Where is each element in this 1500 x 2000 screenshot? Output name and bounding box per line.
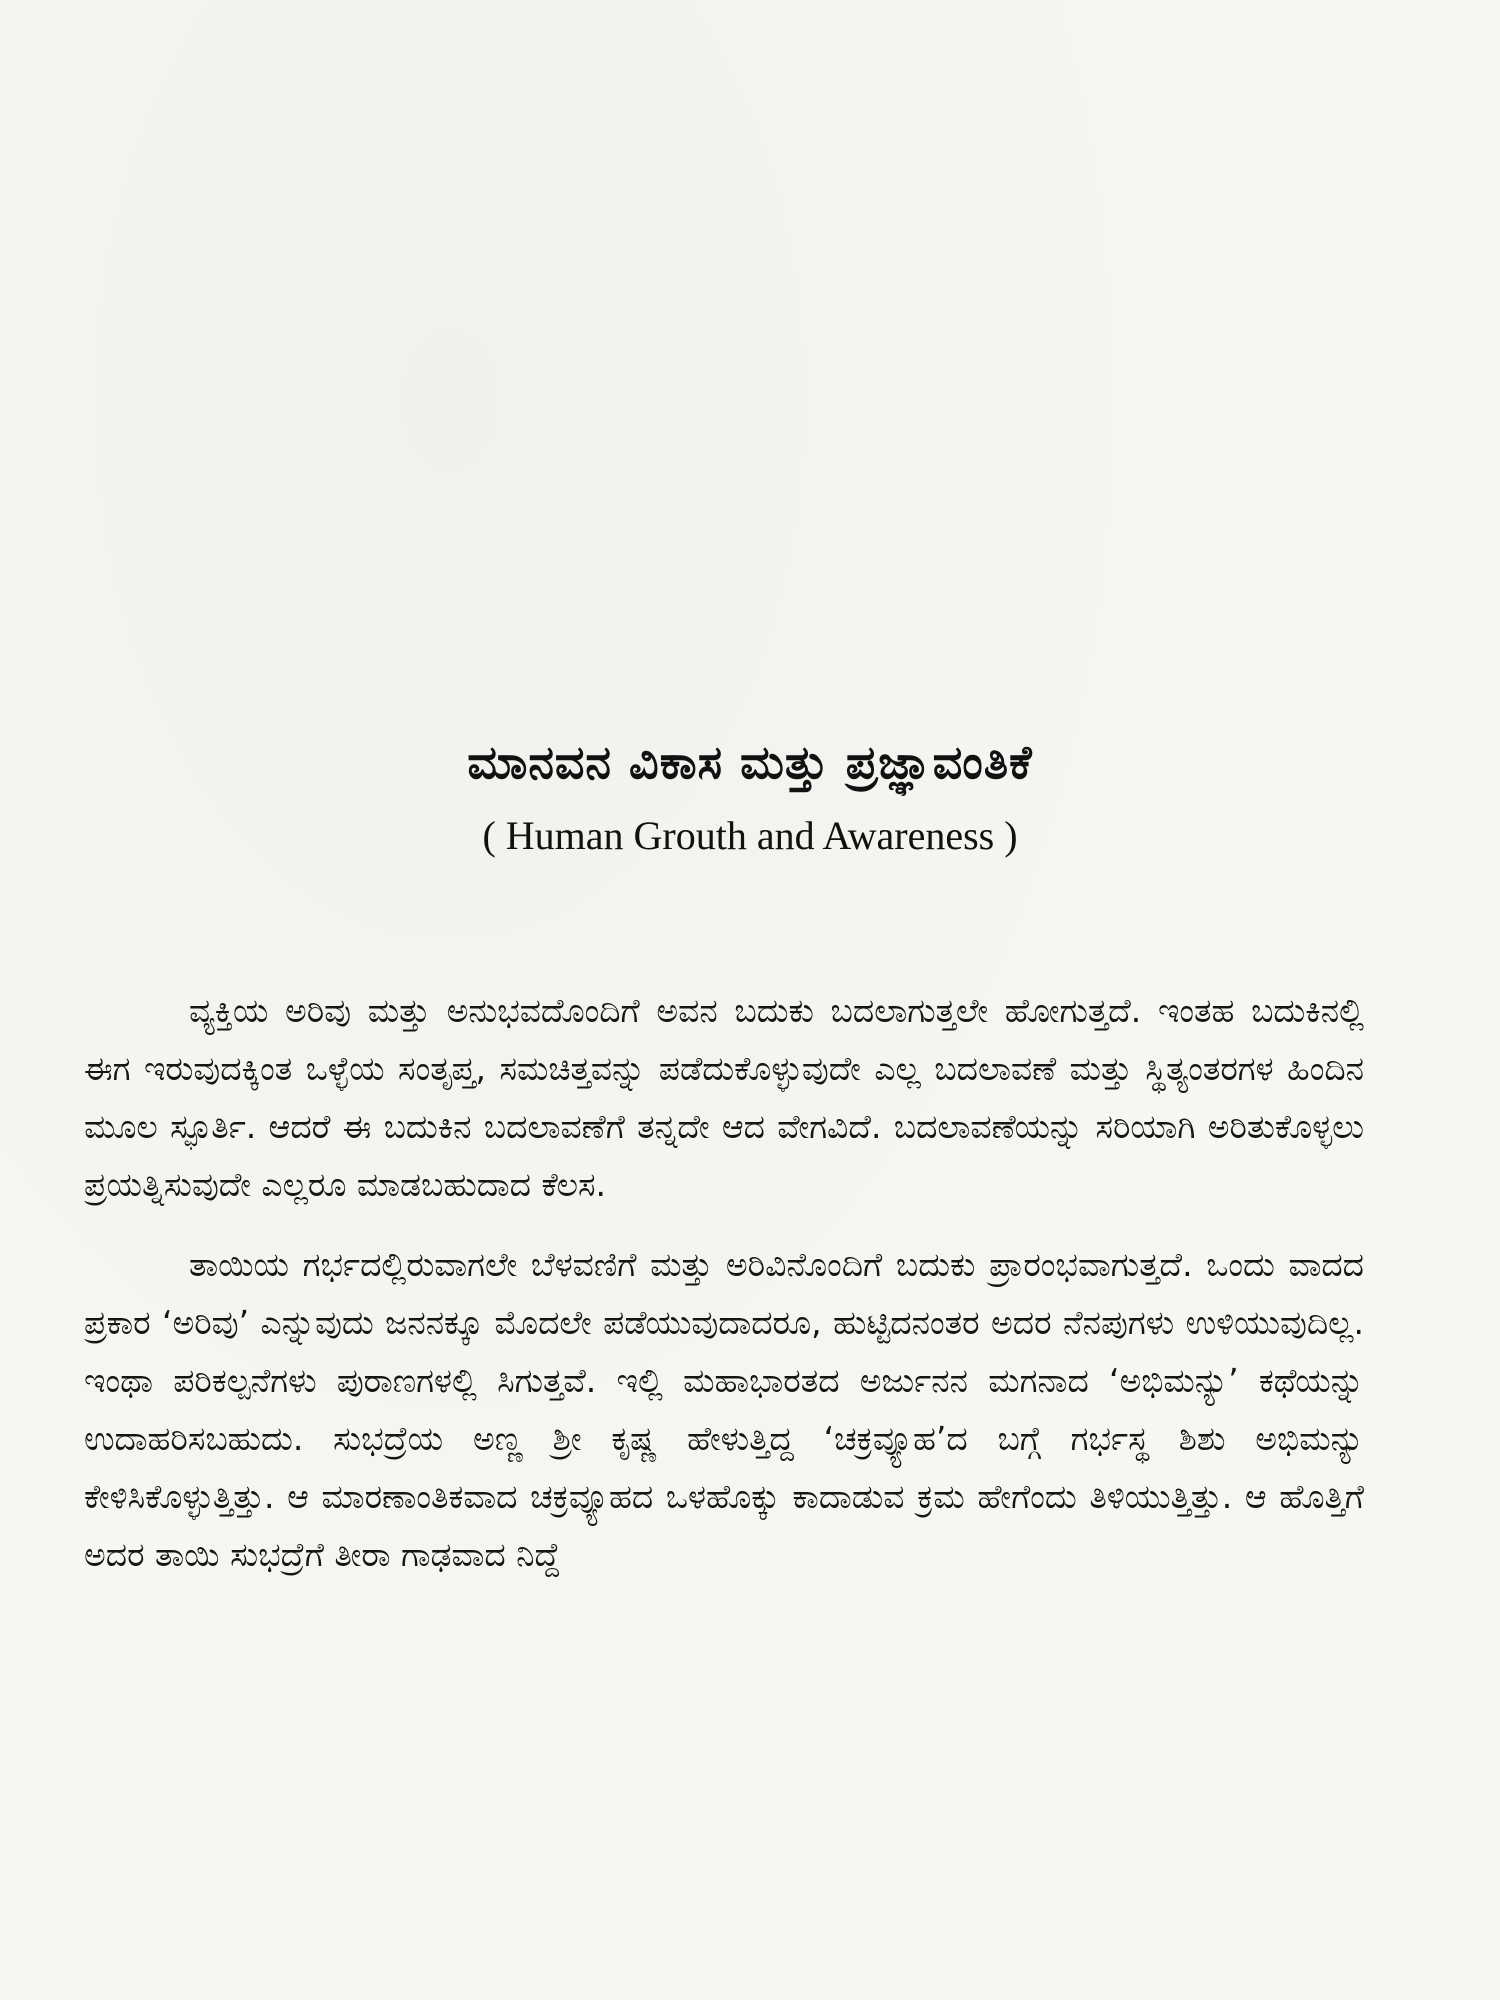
paragraph-2: ತಾಯಿಯ ಗರ್ಭದಲ್ಲಿರುವಾಗಲೇ ಬೆಳವಣಿಗೆ ಮತ್ತು ಅರಿವಿನೊಂದಿಗೆ ಬದುಕು ಪ್ರಾರಂಭವಾಗುತ್ತದೆ. ಒಂದು ವಾದದ ಪ್ರಕಾರ ‘ಅರಿವು’ ಎನ್ನುವುದು ಜನನಕ್ಕೂ ಮೊದಲೇ ಪಡೆಯುವುದಾದರೂ, ಹುಟ್ಟಿದನಂತರ ಅದರ ನೆನಪುಗಳು ಉಳಿಯುವುದಿಲ್ಲ. ಇಂಥಾ ಪರಿಕಲ್ಪನೆಗಳು ಪುರಾಣಗಳಲ್ಲಿ ಸಿಗುತ್ತವೆ. ಇಲ್ಲಿ ಮಹಾಭಾರತದ ಅರ್ಜುನನ ಮಗನಾದ ‘ಅಭಿಮನ್ಯು’ ಕಥೆಯನ್ನು ಉದಾಹರಿಸಬಹುದು. ಸುಭದ್ರೆಯ ಅಣ್ಣ ಶ್ರೀ ಕೃಷ್ಣ ಹೇಳುತ್ತಿದ್ದ ‘ಚಕ್ರವ್ಯೂಹ’ದ ಬಗ್ಗೆ ಗರ್ಭಸ್ಥ ಶಿಶು ಅಭಿಮನ್ಯು ಕೇಳಿಸಿಕೊಳ್ಳುತ್ತಿತ್ತು. ಆ ಮಾರಣಾಂತಿಕವಾದ ಚಕ್ರವ್ಯೂಹದ ಒಳಹೊಕ್ಕು ಕಾದಾಡುವ ಕ್ರಮ ಹೇಗೆಂದು ತಿಳಿಯುತ್ತಿತ್ತು. ಆ ಹೊತ್ತಿಗೆ ಅದರ ತಾಯಿ ಸುಭದ್ರೆಗೆ ತೀರಾ ಗಾಢವಾದ ನಿದ್ದೆ <box>84 1245 1364 1574</box>
chapter-title-english: ( Human Grouth and Awareness ) <box>482 813 1018 858</box>
body-text <box>84 982 1364 1606</box>
paragraph-1: ವ್ಯಕ್ತಿಯ ಅರಿವು ಮತ್ತು ಅನುಭವದೊಂದಿಗೆ ಅವನ ಬದುಕು ಬದಲಾಗುತ್ತಲೇ ಹೋಗುತ್ತದೆ. ಇಂತಹ ಬದುಕಿನಲ್ಲಿ ಈಗ ಇರುವುದಕ್ಕಿಂತ ಒಳ್ಳೆಯ ಸಂತೃಪ್ತ, ಸಮಚಿತ್ತವನ್ನು ಪಡೆದುಕೊಳ್ಳುವುದೇ ಎಲ್ಲ ಬದಲಾವಣೆ ಮತ್ತು ಸ್ಥಿತ್ಯಂತರಗಳ ಹಿಂದಿನ ಮೂಲ ಸ್ಫೂರ್ತಿ. ಆದರೆ ಈ ಬದುಕಿನ ಬದಲಾವಣೆಗೆ ತನ್ನದೇ ಆದ ವೇಗವಿದೆ. ಬದಲಾವಣೆಯನ್ನು ಸರಿಯಾಗಿ ಅರಿತುಕೊಳ್ಳಲು ಪ್ರಯತ್ನಿಸುವುದೇ ಎಲ್ಲರೂ ಮಾಡಬಹುದಾದ ಕೆಲಸ. <box>84 991 1364 1204</box>
chapter-title-kannada: ಮಾನವನ ವಿಕಾಸ ಮತ್ತು ಪ್ರಜ್ಞಾವಂತಿಕೆ <box>467 735 1033 789</box>
